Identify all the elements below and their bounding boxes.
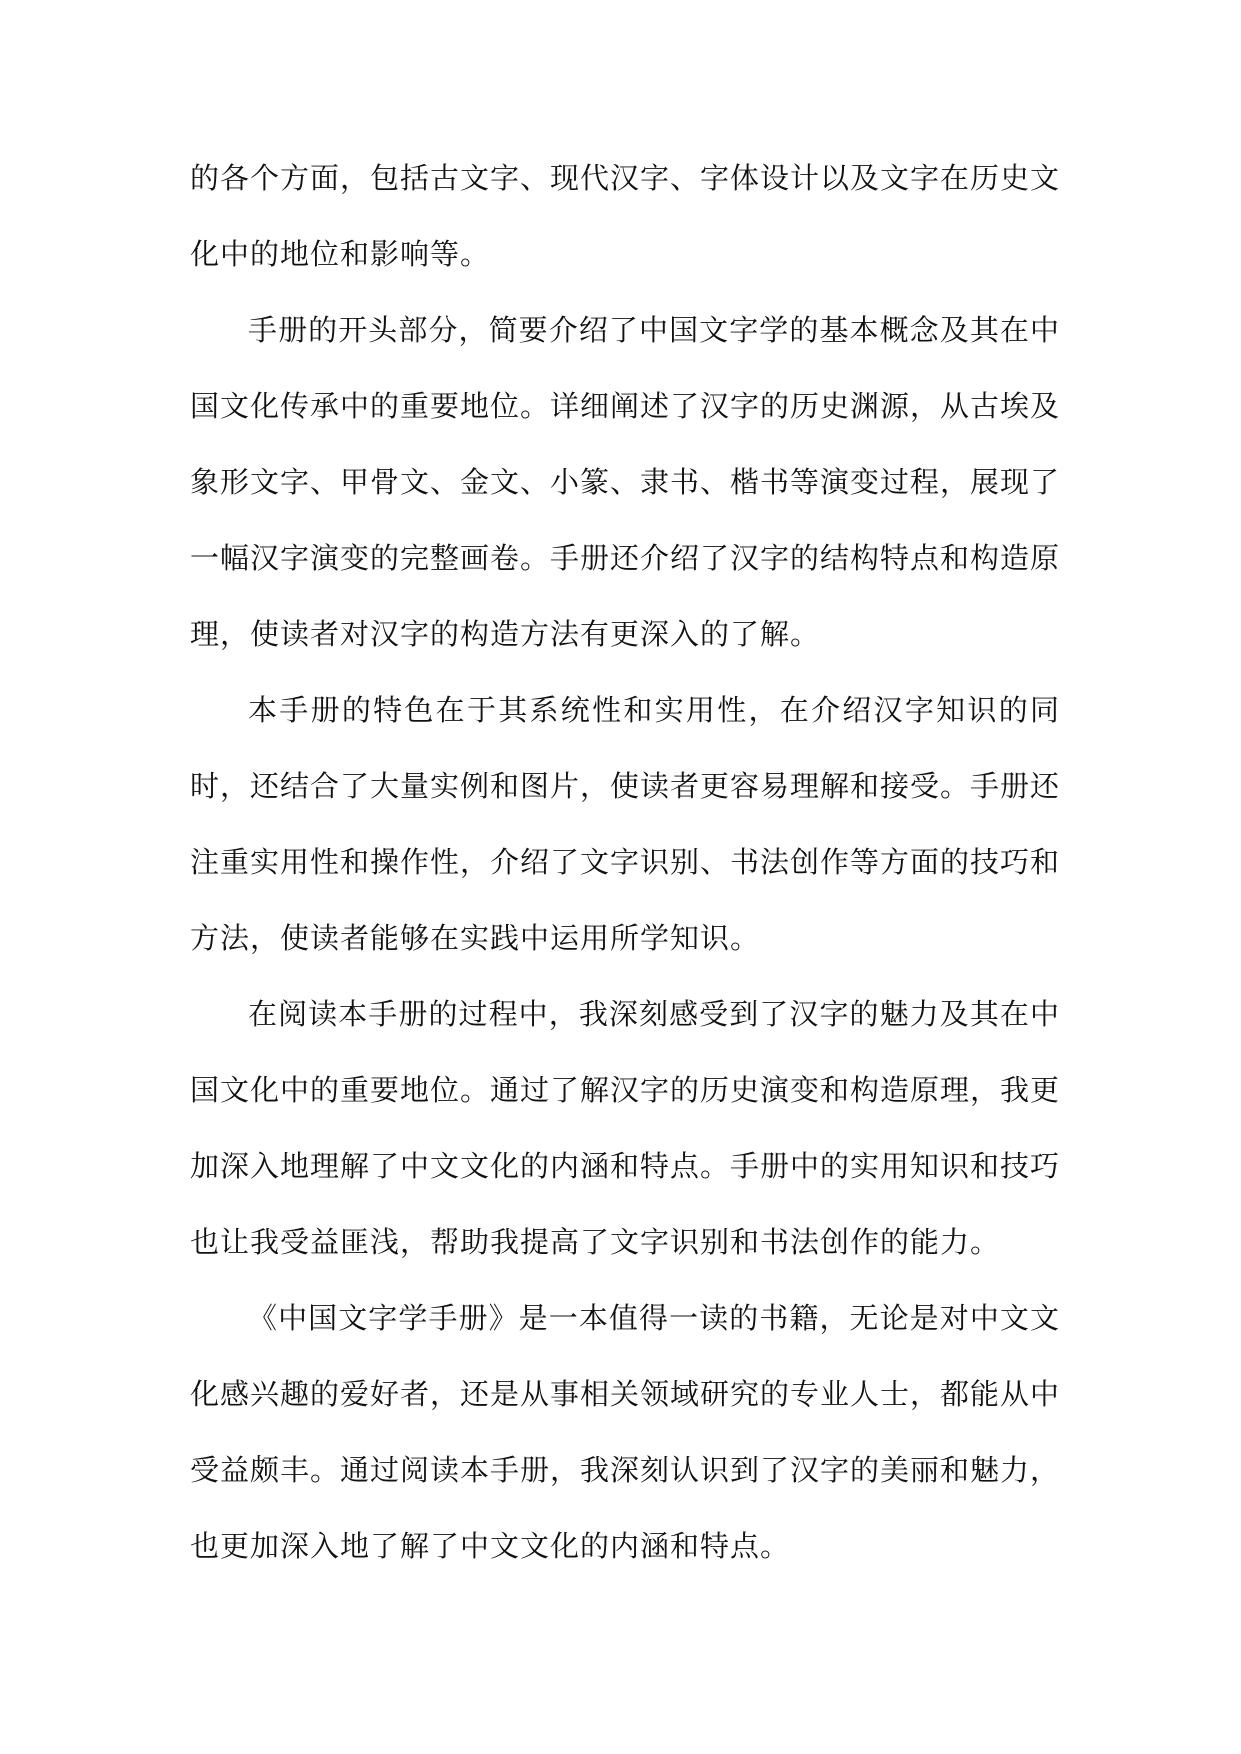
paragraph-handbook-intro: 手册的开头部分，简要介绍了中国文字学的基本概念及其在中国文化传承中的重要地位。详细阐述了汉字的历史渊源，从古埃及象形文字、甲骨文、金文、小篆、隶书、楷书等演变过程，展现了一幅汉字演变的完整画卷。手册还介绍了汉字的结构特点和构造原理，使读者对汉字的构造方法有更深入的了解。 xyxy=(190,313,1061,651)
paragraph-continued: 的各个方面，包括古文字、现代汉字、字体设计以及文字在历史文化中的地位和影响等。 xyxy=(190,161,1061,271)
document-body xyxy=(190,140,1060,1584)
paragraph-reading-reflection: 在阅读本手册的过程中，我深刻感受到了汉字的魅力及其在中国文化中的重要地位。通过了解汉字的历史演变和构造原理，我更加深入地理解了中文文化的内涵和特点。手册中的实用知识和技巧也让我受益匪浅，帮助我提高了文字识别和书法创作的能力。 xyxy=(190,997,1061,1259)
paragraph-conclusion: 《中国文字学手册》是一本值得一读的书籍，无论是对中文文化感兴趣的爱好者，还是从事相关领域研究的专业人士，都能从中受益颇丰。通过阅读本手册，我深刻认识到了汉字的美丽和魅力，也更加深入地了解了中文文化的内涵和特点。 xyxy=(190,1301,1061,1563)
paragraph-handbook-features: 本手册的特色在于其系统性和实用性，在介绍汉字知识的同时，还结合了大量实例和图片，使读者更容易理解和接受。手册还注重实用性和操作性，介绍了文字识别、书法创作等方面的技巧和方法，使读者能够在实践中运用所学知识。 xyxy=(190,693,1061,955)
